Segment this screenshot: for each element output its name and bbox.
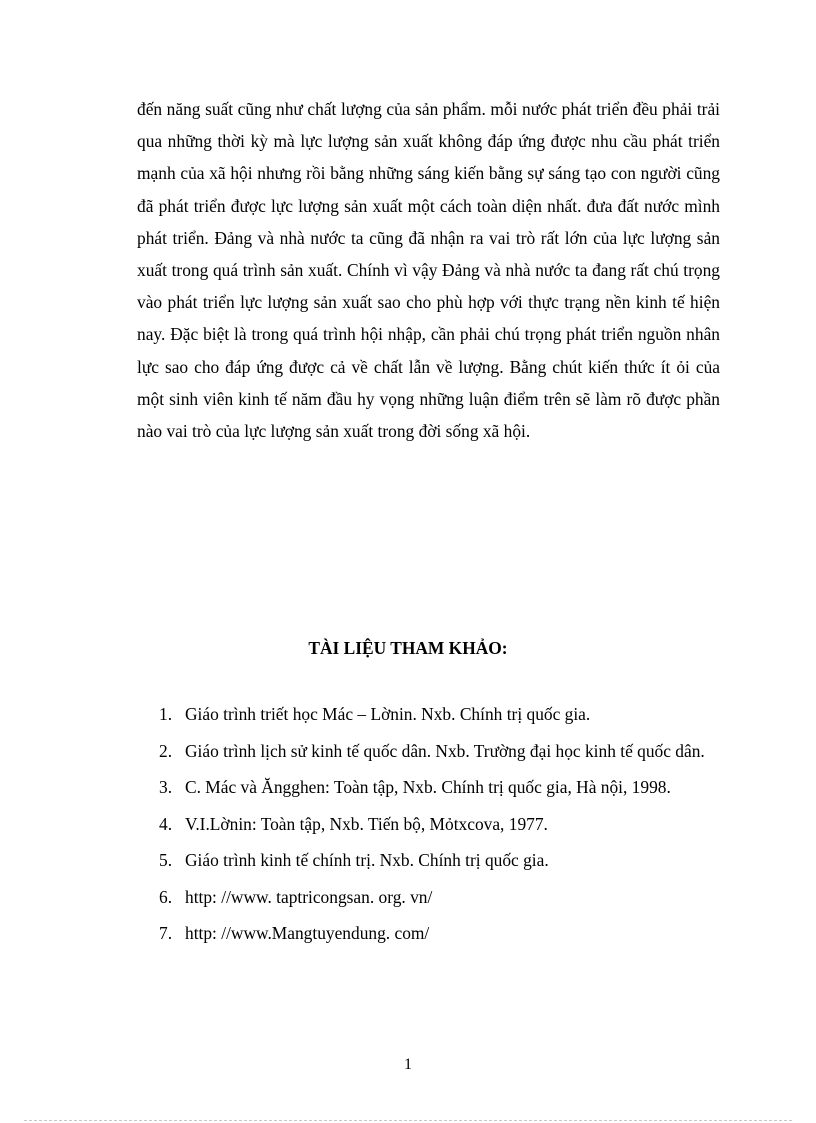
reference-url: http: //www.Mangtuyendung. com/ [185, 923, 430, 943]
body-paragraph: đến năng suất cũng như chất lượng của sản phẩm. mỗi nước phát triển đều phải trải qua những thời kỳ mà lực lượng sản xuất không đáp ứng được nhu cầu phát triển mạnh của xã hội nhưng rồi bằng những sáng kiến bằng sự sáng tạo con người cũng đã phát triển được lực lượng sản xuất một cách toàn diện nhất. đưa đất nước mình phát triển. Đảng và nhà nước ta cũng đã nhận ra vai trò rất lớn của lực lượng sản xuất trong quá trình sản xuất. Chính vì vậy Đảng và nhà nước ta đang rất chú trọng vào phát triển lực lượng sản xuất sao cho phù hợp với thực trạng nền kinh tế hiện nay. Đặc biệt là trong quá trình hội nhập, cần phải chú trọng phát triển nguồn nhân lực sao cho đáp ứng được cả về chất lẫn về lượng. Bằng chút kiến thức ít ỏi của một sinh viên kinh tế năm đầu hy vọng những luận điểm trên sẽ làm rõ được phần nào vai trò của lực lượng sản xuất trong đời sống xã hội. [137, 99, 720, 442]
reference-number: 6. [159, 886, 173, 907]
reference-item [137, 771, 720, 804]
reference-number: 5. [159, 850, 173, 870]
reference-text: C. Mác và Ăngghen: Toàn tập, Nxb. Chính trị quốc gia, Hà nội, 1998. [185, 777, 671, 797]
page-bottom-divider [24, 1120, 792, 1121]
reference-item [137, 735, 720, 768]
reference-item [137, 698, 720, 731]
reference-number: 4. [159, 813, 173, 834]
reference-number: 2. [159, 740, 173, 761]
reference-item [137, 844, 720, 877]
reference-text: Giáo trình lịch sử kinh tế quốc dân. Nxb. Trường đại học kinh tế quốc dân. [185, 740, 705, 761]
reference-number: 1. [159, 704, 173, 724]
page-number: 1 [404, 1056, 412, 1073]
reference-url: http: //www. taptricongsan. org. vn/ [185, 886, 433, 907]
references-list [137, 698, 720, 954]
reference-text: Giáo trình triết học Mác – Lờnin. Nxb. Chính trị quốc gia. [185, 704, 591, 724]
reference-number: 3. [159, 777, 173, 797]
reference-text: Giáo trình kinh tế chính trị. Nxb. Chính trị quốc gia. [185, 850, 549, 870]
references-heading: TÀI LIỆU THAM KHẢO: [308, 638, 508, 658]
reference-item [137, 917, 720, 950]
reference-text: V.I.Lờnin: Toàn tập, Nxb. Tiến bộ, Mỏtxcova, 1977. [185, 813, 548, 834]
reference-item [137, 808, 720, 841]
reference-item [137, 881, 720, 914]
reference-number: 7. [159, 923, 173, 943]
